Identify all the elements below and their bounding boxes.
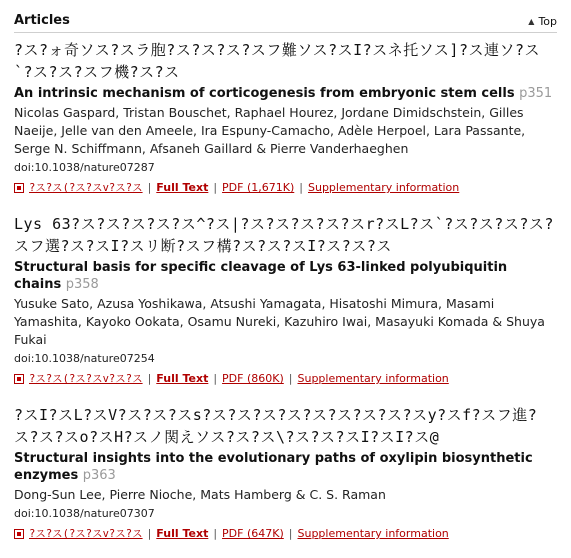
full-text-link[interactable]: Full Text — [156, 527, 209, 540]
article-item — [14, 404, 557, 541]
up-arrow-icon: ▲ — [528, 17, 535, 26]
article-title[interactable] — [14, 85, 557, 102]
article-authors: Nicolas Gaspard, Tristan Bouschet, Raphael Hourez, Jordane Dimidschstein, Gilles Naeije, Jelle van den Ameele, Ira Espuny-Camacho, Adèle Herpoel, Lara Passante, Serge N. Schiffmann, Afsaneh Gaillard & Pierre Vanderhaeghen — [14, 105, 526, 156]
article-jp-title: ?ス?ォ奇ソス?スラ胞?ス?ス?ス?スフ難ソス?スI?スネ托ソス]?ス連ソ?ス`?ス?ス?スフ機?ス?ス — [14, 41, 541, 81]
article-doi: doi:10.1038/nature07254 — [14, 352, 155, 365]
pdf-link[interactable]: PDF (647K) — [222, 527, 284, 540]
article-links: ?ス?ス(?ス?スv?ス?ス | Full Text | PDF (1,671K) | Supplementary information — [14, 180, 557, 195]
article-page-number: p363 — [82, 468, 116, 483]
section-header — [14, 0, 557, 33]
article-item — [14, 213, 557, 386]
article-title[interactable] — [14, 259, 557, 293]
full-text-link[interactable]: Full Text — [156, 181, 209, 194]
abstract-link[interactable]: ?ス?ス(?ス?スv?ス?ス — [29, 182, 143, 194]
article-page-number: p358 — [65, 277, 99, 292]
article-page-number: p351 — [519, 86, 553, 101]
abstract-icon — [14, 374, 24, 384]
top-link[interactable] — [528, 15, 557, 32]
article-authors: Yusuke Sato, Azusa Yoshikawa, Atsushi Yamagata, Hisatoshi Mimura, Masami Yamashita, Kayoko Ookata, Osamu Nureki, Kazuhiro Iwai, Masayuki Komada & Shuya Fukai — [14, 296, 545, 347]
article-doi: doi:10.1038/nature07287 — [14, 161, 155, 174]
abstract-link[interactable]: ?ス?ス(?ス?スv?ス?ス — [29, 373, 143, 385]
full-text-link[interactable]: Full Text — [156, 372, 209, 385]
article-title-text[interactable]: An intrinsic mechanism of corticogenesis from embryonic stem cells — [14, 86, 515, 101]
abstract-icon — [14, 529, 24, 539]
article-links: ?ス?ス(?ス?スv?ス?ス | Full Text | PDF (860K) | Supplementary information — [14, 371, 557, 386]
article-links: ?ス?ス(?ス?スv?ス?ス | Full Text | PDF (647K) | Supplementary information — [14, 526, 557, 541]
supplementary-link[interactable]: Supplementary information — [297, 527, 449, 540]
section-title: Articles — [14, 13, 70, 28]
pdf-link[interactable]: PDF (1,671K) — [222, 181, 295, 194]
article-jp-title: ?スI?スL?スV?ス?ス?スs?ス?ス?ス?ス?ス?ス?ス?ス?スy?スf?スフ進?ス?ス?スo?スH?スノ関えソス?ス?ス\?ス?ス?スI?スI?ス@ — [14, 406, 538, 446]
top-label: Top — [538, 15, 557, 28]
supplementary-link[interactable]: Supplementary information — [307, 181, 460, 194]
abstract-icon — [14, 183, 24, 193]
supplementary-link[interactable]: Supplementary information — [297, 372, 449, 385]
article-authors: Dong-Sun Lee, Pierre Nioche, Mats Hamberg & C. S. Raman — [14, 487, 386, 502]
pdf-link[interactable]: PDF (860K) — [222, 372, 284, 385]
article-jp-title: Lys 63?ス?ス?ス?ス?ス^?ス|?ス?ス?ス?ス?スr?スL?ス`?ス?ス?ス?ス?スフ選?ス?スI?スリ断?スフ構?ス?ス?スI?ス?ス?ス — [14, 215, 554, 255]
abstract-link[interactable]: ?ス?ス(?ス?スv?ス?ス — [29, 528, 143, 540]
article-title-text[interactable]: Structural basis for specific cleavage of Lys 63-linked polyubiquitin chains — [14, 260, 508, 292]
article-item — [14, 39, 557, 195]
article-doi: doi:10.1038/nature07307 — [14, 507, 155, 520]
article-title[interactable] — [14, 450, 557, 484]
article-title-text[interactable]: Structural insights into the evolutionary paths of oxylipin biosynthetic enzymes — [14, 451, 533, 483]
